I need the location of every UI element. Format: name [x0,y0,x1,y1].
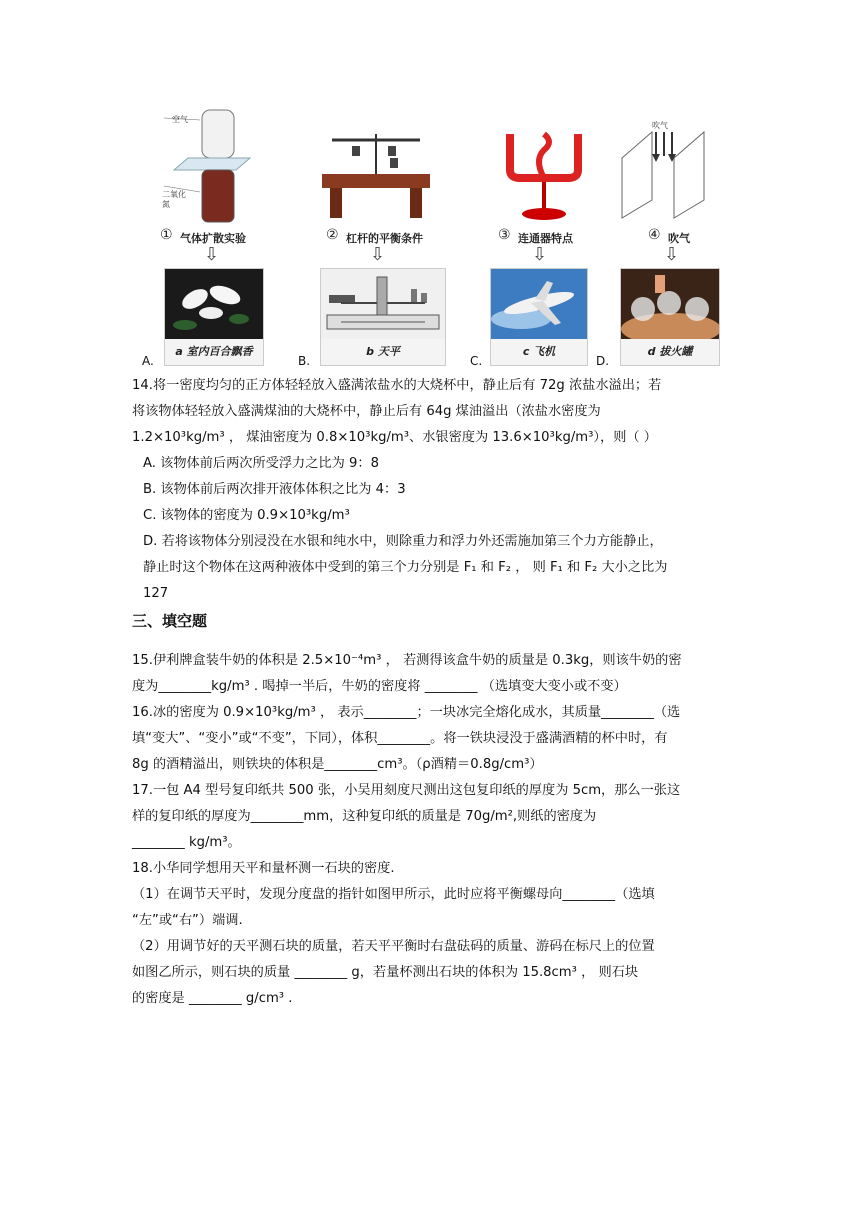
q18-line-4: （2）用调节好的天平测石块的质量，若天平平衡时右盘砝码的质量、游码在标尺上的位置 [132,939,655,954]
q17-line-2: 样的复印纸的厚度为________mm，这种复印纸的质量是 70g/m²,则纸的密度为 [132,809,597,824]
photo-balance [320,268,446,366]
q18-line-3: “左”或“右”）端调. [132,913,243,928]
figure-lever [318,128,434,224]
q16-line-1: 16.冰的密度为 0.9×10³kg/m³ ， 表示________；一块冰完全熔化成水，其质量________（选 [132,705,681,720]
photo-airplane [490,268,588,366]
lily-photo [165,269,263,339]
option-d-label: D. [596,354,610,368]
figure-blowing [612,118,720,226]
figure-2-caption: 杠杆的平衡条件 [346,232,423,245]
q17-line-1: 17.一包 A4 型号复印纸共 500 张，小吴用刻度尺测出这包复印纸的厚度为 5cm，那么一张这 [132,783,681,798]
airplane-photo [491,269,587,339]
figure-4-number: ④ [648,227,661,243]
balance-photo [321,269,445,339]
down-arrow-icon: ⇩ [664,244,680,265]
q14-option-b: B. 该物体前后两次排开液体体积之比为 4：3 [143,482,406,497]
photo-c-caption: c 飞机 [491,339,587,365]
q14-line-2: 将该物体轻轻放入盛满煤油的大烧杯中，静止后有 64g 煤油溢出（浓盐水密度为 [132,404,601,419]
q16-line-2: 填“变大”、“变小”或“不变”，下同），体积________。将一铁块浸没于盛满酒精的杯中时，有 [132,731,668,746]
figure-4-caption: 吹气 [668,232,690,245]
option-a-label: A. [142,354,154,368]
connected-vessels-drawing [500,130,588,226]
cupping-photo [621,269,719,339]
label-air: 空气 [172,115,188,124]
q14-option-c: C. 该物体的密度为 0.9×10³kg/m³ [143,508,350,523]
photo-b-caption: b 天平 [321,339,445,365]
q14-line-3: 1.2×10³kg/m³ ， 煤油密度为 0.8×10³kg/m³、水银密度为 13.6×10³kg/m³），则（ ） [132,430,657,445]
q15-line-2: 度为________kg/m³ . 喝掉一半后，牛奶的密度将 ________ （选填变大变小或不变） [132,679,627,694]
figure-2-number: ② [326,227,339,243]
q14-option-d-line-1: D. 若将该物体分别浸没在水银和纯水中，则除重力和浮力外还需施加第三个力方能静止， [143,534,663,549]
q14-option-a: A. 该物体前后两次所受浮力之比为 9：8 [143,456,379,471]
q15-line-1: 15.伊利牌盒装牛奶的体积是 2.5×10⁻⁴m³ ， 若测得该盒牛奶的质量是 0.3kg，则该牛奶的密 [132,653,682,668]
q14-option-d-line-2: 静止时这个物体在这两种液体中受到的第三个力分别是 F₁ 和 F₂ ， 则 F₁ 和 F₂ 大小之比为 [143,560,668,575]
figure-1-number: ① [160,227,173,243]
q18-line-2: （1）在调节天平时，发现分度盘的指针如图甲所示，此时应将平衡螺母向________（选填 [132,887,655,902]
q14-option-d-line-3: 127 [143,586,169,601]
option-c-label: C. [470,354,483,368]
label-blow: 吹气 [652,121,668,130]
q18-line-6: 的密度是 ________ g/cm³ . [132,991,293,1006]
figure-3-caption: 连通器特点 [518,232,573,245]
down-arrow-icon: ⇩ [370,244,386,265]
q18-line-1: 18.小华同学想用天平和量杯测一石块的密度. [132,861,395,876]
photo-lily [164,268,264,366]
q18-line-5: 如图乙所示，则石块的质量 ________ g，若量杯测出石块的体积为 15.8cm³ ， 则石块 [132,965,639,980]
photo-cupping [620,268,720,366]
down-arrow-icon: ⇩ [204,244,220,265]
figure-1-caption: 气体扩散实验 [180,232,246,245]
q17-line-3: ________ kg/m³。 [132,835,241,850]
label-no2: 二氧化氮 [162,190,186,209]
down-arrow-icon: ⇩ [532,244,548,265]
option-b-label: B. [298,354,311,368]
figure-3-number: ③ [498,227,511,243]
photo-d-caption: d 拔火罐 [621,339,719,365]
figure-gas-diffusion [160,108,260,226]
q14-line-1: 14.将一密度均匀的正方体轻轻放入盛满浓盐水的大烧杯中，静止后有 72g 浓盐水溢出；若 [132,378,662,393]
q16-line-3: 8g 的酒精溢出，则铁块的体积是________cm³。（ρ酒精＝0.8g/cm³） [132,757,543,772]
figure-connected-vessels [500,130,588,226]
blowing-drawing [612,118,720,226]
section-title: 三、填空题 [132,612,208,630]
photo-a-caption: a 室内百合飘香 [165,339,263,365]
lever-drawing [318,128,434,224]
